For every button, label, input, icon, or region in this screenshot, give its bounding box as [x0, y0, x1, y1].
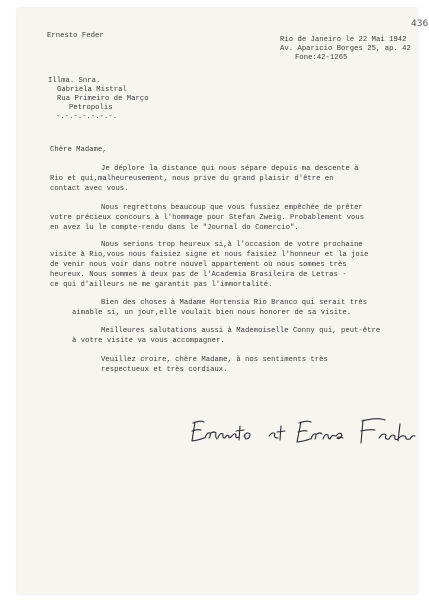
letter-page — [17, 8, 429, 594]
folio-number: 436 — [411, 19, 429, 29]
body-line: Je déplore la distance qui nous sépare depuis ma descente à — [101, 165, 359, 173]
body-line: Rio et qui,malheureusement, nous prive du grand plaisir d'être en — [50, 175, 334, 183]
sender-phone: Fone:42-1265 — [295, 54, 348, 62]
sender-address: Av. Aparicio Borges 25, ap. 42 — [280, 45, 411, 53]
body-line: Meilleures salutations aussi à Mademoiselle Conny qui, peut-être — [101, 327, 381, 335]
recipient-name: Gabriela Mistral — [57, 86, 127, 94]
body-line: à votre visite va vous accompagner. — [72, 337, 225, 345]
recipient-street: Rua Primeiro de Março — [57, 95, 149, 103]
recipient-divider: -.-.-.-.-.-.-. — [56, 113, 118, 121]
body-line: Bien des choses à Madame Hortensia Rio Branco qui serait très — [101, 299, 368, 307]
body-line: de venir nous voir dans notre nouvel appartement où nous sommes très — [50, 261, 347, 269]
place-date: Rio de Janeiro le 22 Mai 1942 — [280, 36, 407, 44]
recipient-title: Illma. Snra. — [48, 77, 101, 85]
closing-line: respectueux et très cordiaux. — [101, 366, 228, 374]
closing-line: Veuillez croire, chère Madame, à nos sentiments très — [101, 356, 328, 364]
body-line: contact avec vous. — [50, 185, 129, 193]
recipient-city: Petropolis — [69, 104, 113, 112]
sender-name: Ernesto Feder — [47, 32, 104, 40]
salutation: Chère Madame, — [50, 146, 107, 154]
body-line: en avez lu le compte-rendu dans le "Journal do Comercio". — [50, 224, 299, 232]
handwritten-signature — [189, 414, 419, 450]
body-line: heureux. Nous sommes à deux pas de l'Academia Brasileira de Letras - — [50, 271, 347, 279]
body-line: Nous regrettons beaucoup que vous fussiez empêchée de prêter — [101, 204, 363, 212]
body-line: ce qui d'ailleurs ne me garantit pas l'immortalité. — [50, 281, 273, 289]
body-line: aimable si, un jour,elle voulait bien nous honorer de sa visite. — [72, 309, 352, 317]
body-line: Nous serions trop heureux si,à l'occasion de votre prochaine — [101, 241, 363, 249]
body-line: votre précieux concours à l'hommage pour Stefan Zweig. Probablement vous — [50, 214, 365, 222]
body-line: visite à Rio,vous nous faisiez signe et nous faisiez l'honneur et la joie — [50, 251, 369, 259]
